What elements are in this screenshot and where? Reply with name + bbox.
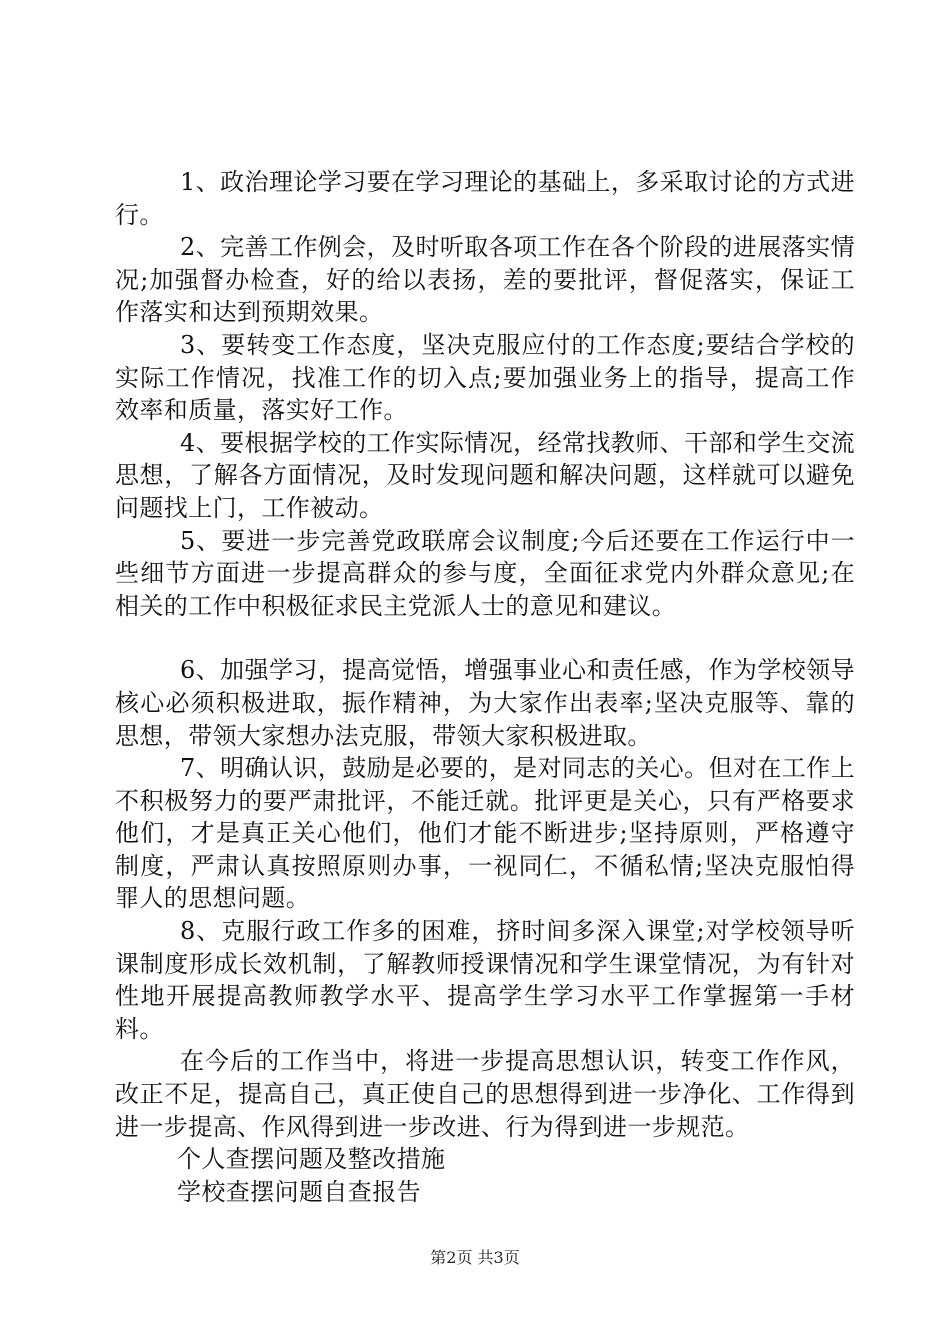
paragraph-4: 4、要根据学校的工作实际情况，经常找教师、干部和学生交流思想，了解各方面情况，及时发现问题和解决问题，这样就可以避免问题找上门，工作被动。 bbox=[115, 428, 855, 522]
related-title-1[interactable]: 个人查摆问题及整改措施 bbox=[177, 1145, 446, 1174]
page-number-footer: 第2页 共3页 bbox=[430, 1248, 520, 1267]
paragraph-conclusion: 在今后的工作当中，将进一步提高思想认识，转变工作作风，改正不足，提高自己，真正使自己的思想得到进一步净化、工作得到进一步提高、作风得到进一步改进、行为得到进一步规范。 bbox=[115, 1047, 855, 1141]
paragraph-gap bbox=[115, 622, 855, 654]
paragraph-5: 5、要进一步完善党政联席会议制度;今后还要在工作运行中一些细节方面进一步提高群众的参与度，全面征求党内外群众意见;在相关的工作中积极征求民主党派人士的意见和建议。 bbox=[115, 526, 855, 620]
document-body bbox=[115, 166, 855, 1208]
paragraph-8: 8、克服行政工作多的困难，挤时间多深入课堂;对学校领导听课制度形成长效机制，了解教师授课情况和学生课堂情况，为有针对性地开展提高教师教学水平、提高学生学习水平工作掌握第一手材料。 bbox=[115, 917, 855, 1043]
related-title-2[interactable]: 学校查摆问题自查报告 bbox=[177, 1177, 421, 1206]
paragraph-2: 2、完善工作例会，及时听取各项工作在各个阶段的进展落实情况;加强督办检查，好的给以表扬，差的要批评，督促落实，保证工作落实和达到预期效果。 bbox=[115, 233, 855, 327]
paragraph-3: 3、要转变工作态度，坚决克服应付的工作态度;要结合学校的实际工作情况，找准工作的切入点;要加强业务上的指导，提高工作效率和质量，落实好工作。 bbox=[115, 330, 855, 425]
paragraph-1: 1、政治理论学习要在学习理论的基础上，多采取讨论的方式进行。 bbox=[115, 168, 855, 229]
paragraph-6: 6、加强学习，提高觉悟，增强事业心和责任感，作为学校领导核心必须积极进取，振作精神，为大家作出表率;坚决克服等、靠的思想，带领大家想办法克服，带领大家积极进取。 bbox=[115, 656, 855, 750]
paragraph-7: 7、明确认识，鼓励是必要的，是对同志的关心。但对在工作上不积极努力的要严肃批评，不能迁就。批评更是关心，只有严格要求他们，才是真正关心他们，他们才能不断进步;坚持原则，严格遵守制度，严肃认真按照原则办事，一视同仁，不循私情;坚决克服怕得罪人的思想问题。 bbox=[115, 754, 855, 913]
